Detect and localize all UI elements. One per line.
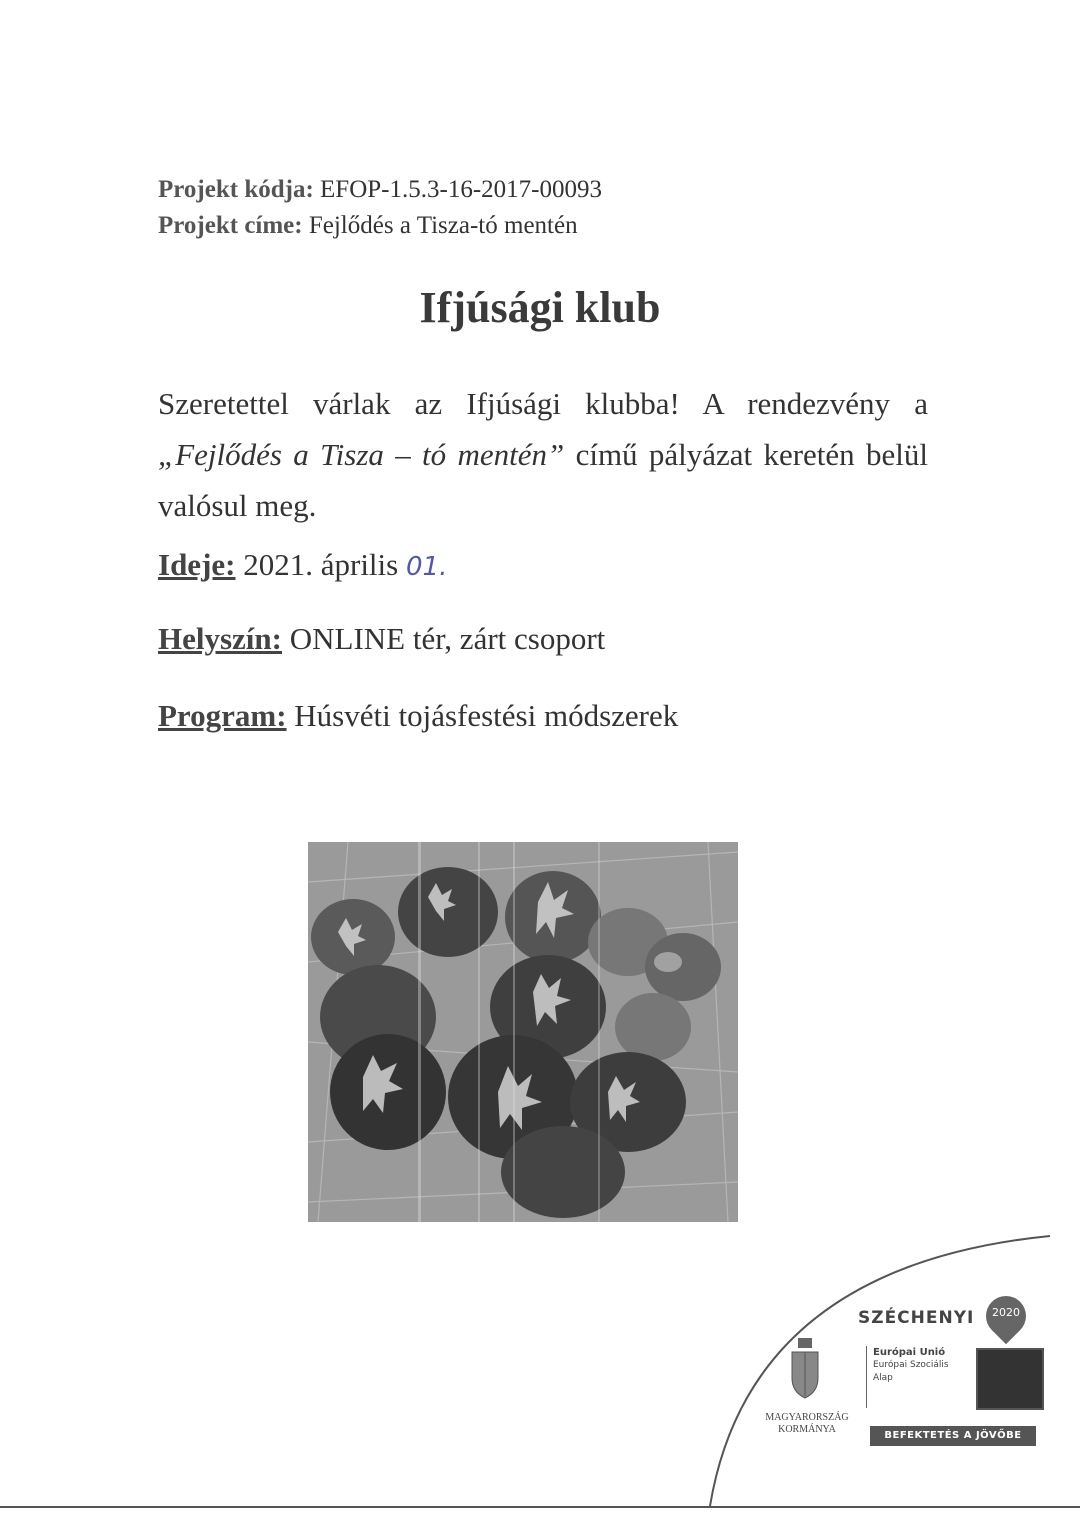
place-label: Helyszín:: [158, 621, 282, 656]
project-title-line: [158, 208, 602, 244]
project-code-label: Projekt kódja:: [158, 176, 314, 203]
intro-italic-title: „Fejlődés a Tisza – tó mentén”: [158, 437, 565, 472]
easter-eggs-photo: [308, 842, 738, 1222]
project-title-label: Projekt címe:: [158, 212, 303, 239]
project-code-line: [158, 172, 602, 208]
place-value: ONLINE tér, zárt csoport: [289, 621, 606, 656]
gov-line-1: MAGYARORSZÁG: [765, 1412, 849, 1423]
program-value: Húsvéti tojásfestési módszerek: [294, 698, 679, 733]
bottom-divider: [0, 1506, 1080, 1508]
intro-text-2: című pályázat keretén belül valósul meg.: [158, 437, 928, 523]
program-line: [158, 698, 678, 734]
place-line: [158, 621, 605, 657]
eu-line-3: Alap: [873, 1373, 893, 1383]
project-title-value: Fejlődés a Tisza-tó mentén: [308, 212, 578, 239]
project-code-value: EFOP-1.5.3-16-2017-00093: [320, 176, 602, 203]
eu-flag-icon: [976, 1348, 1044, 1410]
szechenyi-logo-text: SZÉCHENYI: [858, 1308, 975, 1328]
intro-text-1: Szeretettel várlak az Ifjúsági klubba! A rendezvény a: [158, 386, 928, 421]
invest-banner: BEFEKTETÉS A JÖVŐBE: [870, 1426, 1036, 1446]
eu-fund-label: [866, 1346, 983, 1408]
program-label: Program:: [158, 698, 287, 733]
szechenyi-year: 2020: [992, 1306, 1020, 1319]
page-title: Ifjúsági klub: [419, 283, 661, 332]
government-label: [752, 1412, 862, 1436]
date-value: 2021. április: [243, 547, 399, 582]
date-handwritten-day: 01.: [405, 552, 448, 582]
date-line: [158, 547, 447, 583]
project-meta: [158, 172, 602, 244]
sponsor-logos: [700, 1230, 1060, 1480]
eu-line-1: Európai Unió: [873, 1347, 946, 1358]
gov-line-2: KORMÁNYA: [778, 1424, 836, 1435]
eu-line-2: Európai Szociális: [873, 1360, 949, 1370]
intro-paragraph: [158, 378, 928, 531]
hungarian-crest-icon: [788, 1338, 822, 1400]
date-label: Ideje:: [158, 547, 236, 582]
